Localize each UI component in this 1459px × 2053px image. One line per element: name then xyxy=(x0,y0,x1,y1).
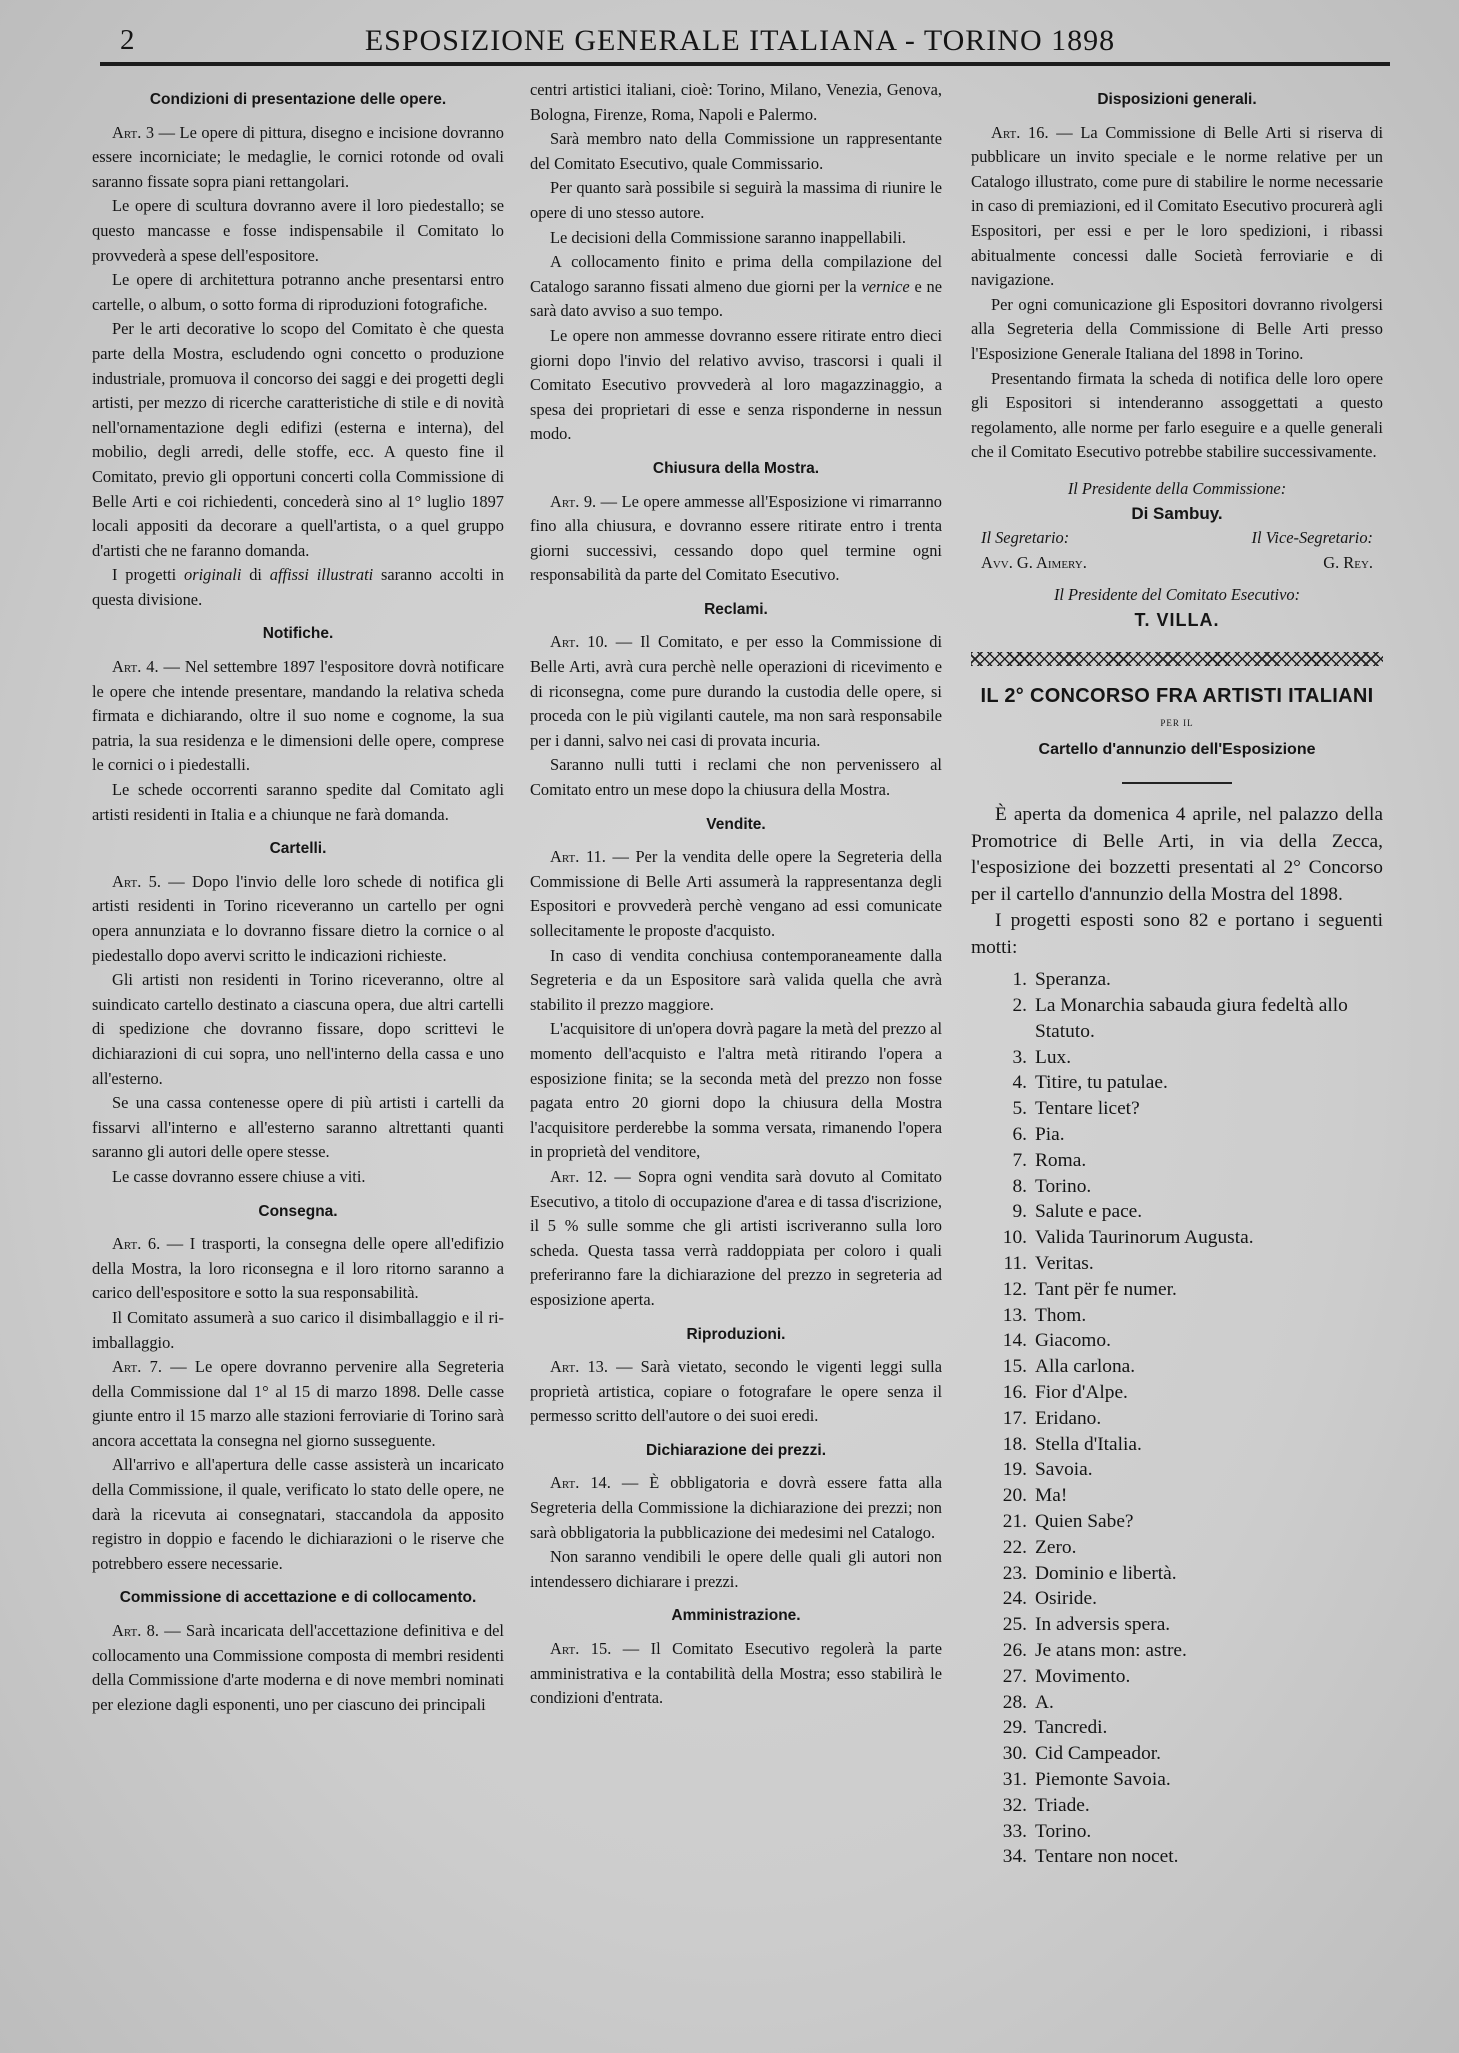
paragraph: Per ogni comunicazione gli Espositori dovranno rivolgersi alla Segreteria della Commissione di Belle Arti presso l'Esposizione Generale Italiana del 1898 in Torino. xyxy=(971,294,1383,363)
list-number: 18. xyxy=(1002,1433,1027,1455)
list-text: Tant për fe numer. xyxy=(1035,1278,1177,1300)
paragraph: L'acquisitore di un'opera dovrà pagare la metà del prezzo al momento dell'acquisto e l'altra metà ritirando l'opera a esposizione finita; se la seconda metà del prezzo non fosse pagata entro 20 giorni dopo la chiusura della Mostra l'acquisitore perderebbe la somma versata, rimanendo l'opera in proprietà del venditore, xyxy=(530,1019,942,1162)
list-item xyxy=(989,1070,1383,1096)
list-text: Fior d'Alpe. xyxy=(1035,1382,1128,1403)
list-text: Valida Taurinorum Augusta. xyxy=(1035,1227,1254,1249)
list-text: Zero. xyxy=(1035,1536,1077,1558)
article-subtitle: Cartello d'annunzio dell'Esposizione xyxy=(1038,740,1316,758)
list-item xyxy=(989,1380,1383,1406)
short-rule xyxy=(1122,782,1232,784)
list-number: 4. xyxy=(1012,1072,1027,1094)
list-text: Ma! xyxy=(1035,1485,1068,1507)
paragraph: Sarà membro nato della Commissione un rappresentante del Comitato Esecutivo, quale Commissario. xyxy=(530,129,942,173)
section-heading: Chiusura della Mostra. xyxy=(652,459,820,477)
list-item xyxy=(989,1225,1383,1251)
list-number: 5. xyxy=(1012,1098,1027,1120)
article-8 xyxy=(92,1619,504,1717)
article-text: — Sarà incaricata dell'accettazione definitiva e del collocamento una Commissione composta di membri residenti della Commissione d'arte moderna e di nove membri nominati per elezione dagli esponenti, uno per ciascuno dei principali xyxy=(92,1621,504,1714)
list-number: 11. xyxy=(1003,1253,1027,1275)
list-text: Triade. xyxy=(1035,1794,1090,1816)
list-item xyxy=(989,1328,1383,1354)
list-text: A. xyxy=(1035,1691,1054,1713)
paragraph: All'arrivo e all'apertura delle casse assisterà un incaricato della Commissione, il quale, verificato lo stato delle opere, ne darà la ricevuta ai consegnatari, staccandola da apposito registro in doppio e facendo le dichiarazioni o le riserve che potrebbero essere necessarie. xyxy=(92,1455,504,1573)
article-label: Art. 16. xyxy=(991,122,1049,142)
article-text: — Le opere dovranno pervenire alla Segreteria della Commissione dal 1° al 15 di marzo 1898. Delle casse giunte entro il 15 marzo alle stazioni ferroviarie di Torino sarà ancora accettata la consegna nel giorno susseguente. xyxy=(92,1357,504,1450)
list-number: 15. xyxy=(1002,1356,1027,1378)
list-number: 2. xyxy=(1012,995,1027,1017)
list-item xyxy=(989,1586,1383,1612)
list-number: 20. xyxy=(1002,1485,1027,1507)
list-number: 6. xyxy=(1012,1124,1027,1146)
paragraph: Le casse dovranno essere chiuse a viti. xyxy=(112,1166,366,1186)
running-title: ESPOSIZIONE GENERALE ITALIANA - TORINO 1898 xyxy=(364,24,1116,57)
list-item xyxy=(989,1406,1383,1432)
article-16 xyxy=(971,121,1383,293)
italic-run: affissi illustrati xyxy=(269,565,374,585)
list-text: Stella d'Italia. xyxy=(1035,1433,1142,1455)
list-item xyxy=(989,1767,1383,1793)
paragraph: Le opere di architettura potranno anche presentarsi entro cartelle, o album, o sotto forma di riproduzioni fotografiche. xyxy=(92,270,504,314)
list-item xyxy=(989,1664,1383,1690)
paragraph: Gli artisti non residenti in Torino riceveranno, oltre al suindicato cartello destinato a ciascuna opera, due altri cartelli di spedizione che dovranno fissare, dopo scrittevi le dichiarazioni di cui sopra, uno nell'interno della cassa e uno all'esterno. xyxy=(92,970,504,1088)
list-text: Tentare non nocet. xyxy=(1035,1846,1179,1868)
paragraph: Le opere di scultura dovranno avere il loro piedestallo; se questo mancasse e fosse indispensabile il Comitato lo provvederà a spese dell'espositore. xyxy=(92,196,504,265)
list-number: 13. xyxy=(1002,1304,1027,1326)
article-text: — La Commissione di Belle Arti si riserva di pubblicare un invito speciale e le norme relative per un Catalogo illustrato, come pure di stabilire le norme necessarie in caso di premiazioni, ed il Comitato Esecutivo procurerà agli Espositori, per essi e per le loro spedizioni, i ribassi abitualmente concessi dalle Società ferroviarie e di navigazione. xyxy=(971,122,1383,290)
article-label: Art. 7. xyxy=(112,1357,162,1377)
list-item xyxy=(989,1483,1383,1509)
list-item xyxy=(989,993,1383,1045)
article-4 xyxy=(92,655,504,778)
list-text: Je atans mon: astre. xyxy=(1035,1639,1187,1661)
article-5 xyxy=(92,870,504,968)
list-number: 7. xyxy=(1012,1149,1027,1171)
article-6 xyxy=(92,1232,504,1306)
list-item xyxy=(989,1741,1383,1767)
article-7 xyxy=(92,1355,504,1453)
list-number: 9. xyxy=(1012,1201,1027,1223)
list-number: 34. xyxy=(1002,1846,1027,1868)
list-text: Giacomo. xyxy=(1035,1330,1111,1352)
section-heading: Cartelli. xyxy=(269,840,327,858)
text-run: I progetti xyxy=(112,565,185,585)
paragraph: Saranno nulli tutti i reclami che non pervenissero al Comitato entro un mese dopo la chiusura della Mostra. xyxy=(530,755,942,800)
page-number: 2 xyxy=(120,24,135,56)
list-text: Torino. xyxy=(1035,1175,1092,1197)
article-12 xyxy=(530,1165,942,1313)
article-14 xyxy=(530,1471,942,1545)
signature-label: Il Vice-Segretario: xyxy=(1251,528,1373,548)
list-text: Pia. xyxy=(1035,1124,1065,1146)
list-item xyxy=(989,1612,1383,1638)
list-number: 27. xyxy=(1002,1665,1027,1687)
title-connector: PER IL xyxy=(1160,718,1194,729)
list-number: 25. xyxy=(1002,1614,1027,1636)
list-number: 26. xyxy=(1002,1639,1027,1661)
ornamental-divider xyxy=(971,652,1383,666)
section-heading: Notifiche. xyxy=(262,625,334,643)
list-number: 23. xyxy=(1002,1562,1027,1584)
list-text: Alla carlona. xyxy=(1035,1356,1136,1378)
signature-name: G. Rey. xyxy=(1323,552,1373,572)
paragraph: Per quanto sarà possibile si seguirà la massima di riunire le opere di uno stesso autore. xyxy=(530,178,942,222)
text-run: saranno accolti in questa divisione. xyxy=(92,565,504,609)
concorso-body xyxy=(971,802,1383,961)
list-number: 16. xyxy=(1002,1382,1027,1403)
article-label: Art. 5. xyxy=(112,871,161,891)
section-heading: Reclami. xyxy=(704,600,768,618)
list-text: Tentare licet? xyxy=(1035,1098,1140,1120)
column-3 xyxy=(971,78,1383,1870)
section-heading: Dichiarazione dei prezzi. xyxy=(645,1441,827,1459)
list-number: 17. xyxy=(1002,1407,1027,1429)
italic-run: vernice xyxy=(861,276,910,296)
list-number: 22. xyxy=(1002,1536,1027,1558)
list-number: 32. xyxy=(1002,1794,1027,1816)
section-heading: Disposizioni generali. xyxy=(1097,91,1257,108)
list-item xyxy=(989,1148,1383,1174)
paragraph: In caso di vendita conchiusa contemporaneamente dalla Segreteria e da un Espositore sarà valida quella che avrà stabilito il prezzo maggiore. xyxy=(530,945,942,1014)
article-label: Art. 11. xyxy=(550,847,606,867)
list-number: 29. xyxy=(1002,1717,1027,1739)
article-text: — Sarà vietato, secondo le vigenti leggi sulla proprietà artistica, copiare o fotografare le opere senza il permesso scritto dell'autore o dei suoi eredi. xyxy=(530,1357,942,1426)
list-item xyxy=(989,1844,1383,1870)
article-13 xyxy=(530,1355,942,1429)
motti-list xyxy=(971,967,1383,1870)
list-number: 19. xyxy=(1002,1459,1027,1481)
list-text: Osiride. xyxy=(1035,1588,1097,1610)
article-label: Art. 12. xyxy=(550,1166,608,1186)
paragraph: È aperta da domenica 4 aprile, nel palazzo della Promotrice di Belle Arti, in via della Zecca, l'esposizione dei bozzetti presentati al 2° Concorso per il cartello d'annunzio della Mostra del 1898. xyxy=(971,804,1383,905)
paragraph: Presentando firmata la scheda di notifica delle loro opere gli Espositori si intenderanno assoggettati a questo regolamento, alle norme per farlo eseguire e a quelle generali che il Comitato Esecutivo potrebbe stabilire successivamente. xyxy=(971,368,1383,462)
text-run: di xyxy=(241,565,270,585)
list-number: 28. xyxy=(1002,1691,1027,1713)
list-number: 14. xyxy=(1002,1330,1027,1352)
list-text: Dominio e libertà. xyxy=(1035,1562,1177,1584)
list-text: Salute e pace. xyxy=(1035,1201,1143,1223)
paragraph: I progetti esposti sono 82 e portano i seguenti motti: xyxy=(971,910,1383,958)
paragraph: Le opere non ammesse dovranno essere ritirate entro dieci giorni dopo l'invio del relativo avviso, trascorsi i quali il Comitato Esecutivo provvederà al loro magazzinaggio, a spesa dei proprietari di esse e senza risponderne in nessun modo. xyxy=(530,325,942,444)
list-text: La Monarchia sabauda giura fedeltà allo Statuto. xyxy=(1035,995,1348,1042)
column-1 xyxy=(92,78,504,1717)
list-item xyxy=(989,1045,1383,1071)
paragraph: Se una cassa contenesse opere di più artisti i cartelli da fissarvi all'interno e all'esterno saranno altrettanti quanti saranno gli autori delle opere stesse. xyxy=(92,1093,504,1162)
list-text: Eridano. xyxy=(1035,1407,1102,1429)
signature-name: Di Sambuy. xyxy=(1131,503,1223,523)
list-item xyxy=(989,1354,1383,1380)
list-item xyxy=(989,1122,1383,1148)
paragraph: Per le arti decorative lo scopo del Comitato è che questa parte della Mostra, escludendo ogni concetto o produzione industriale, promuova il concorso dei saggi e dei progetti degli artisti, per mezzo di ricerche caratteristiche di stile e di novità nell'ornamentazione degli edifizi (esterna e interna), del mobilio, degli arredi, delle stoffe, ecc. A questo fine il Comitato, previo gli opportuni concerti colla Commissione di Belle Arti e coi richiedenti, concederà sino al 1° luglio 1897 locali appositi da decorare a quell'artista, o a quel gruppo d'artisti che ne faranno domanda. xyxy=(92,319,504,560)
paragraph: Non saranno vendibili le opere delle quali gli autori non intendessero dichiarare i prezzi. xyxy=(530,1547,942,1591)
paragraph: Le schede occorrenti saranno spedite dal Comitato agli artisti residenti in Italia e a chiunque ne farà domanda. xyxy=(92,780,504,824)
list-item xyxy=(989,1793,1383,1819)
article-text: — Il Comitato, e per esso la Commissione di Belle Arti, avrà cura perchè nelle operazioni di ricevimento e di riconsegna, come pure durando la custodia delle opere, si proceda con le più vigilanti cautele, ma non sarà responsabile per i danni, salvo nei casi di provata incuria. xyxy=(530,632,942,750)
list-number: 1. xyxy=(1012,969,1027,991)
article-text: — I trasporti, la consegna delle opere all'edifizio della Mostra, la loro riconsegna e il loro ritorno saranno a carico dell'espositore e sotto la sua responsabilità. xyxy=(92,1234,504,1303)
signature-name: Avv. G. Aimery. xyxy=(981,552,1087,572)
list-text: Speranza. xyxy=(1035,969,1111,991)
list-text: Roma. xyxy=(1035,1149,1087,1171)
list-item xyxy=(989,1509,1383,1535)
article-label: Art. 13. xyxy=(550,1357,608,1377)
article-label: Art. 10. xyxy=(550,632,608,652)
article-10 xyxy=(530,630,942,753)
signature-label: Il Presidente della Commissione: xyxy=(1067,478,1287,498)
list-number: 21. xyxy=(1002,1510,1027,1532)
list-item xyxy=(989,1457,1383,1483)
list-number: 8. xyxy=(1012,1175,1027,1197)
article-9 xyxy=(530,490,942,588)
article-3 xyxy=(92,121,504,195)
list-item xyxy=(989,1561,1383,1587)
paragraph: Le decisioni della Commissione saranno inappellabili. xyxy=(550,227,906,247)
signature-row xyxy=(971,526,1383,551)
column-2 xyxy=(530,78,942,1711)
signature-row xyxy=(971,551,1383,576)
list-text: Quien Sabe? xyxy=(1035,1510,1134,1532)
article-text: — Nel settembre 1897 l'espositore dovrà notificare le opere che intende presentare, mandando la relativa scheda firmata e dichiarando, oltre il suo nome e cognome, la sua patria, la sua residenza e le dimensioni delle opere, comprese le cornici o i piedestalli. xyxy=(92,657,504,775)
paragraph xyxy=(530,250,942,324)
signature-label: Il Segretario: xyxy=(981,528,1070,548)
article-title: IL 2° CONCORSO FRA ARTISTI ITALIANI xyxy=(980,685,1374,708)
paragraph: Il Comitato assumerà a suo carico il disimballaggio e il ri-imballaggio. xyxy=(92,1307,504,1352)
list-text: Movimento. xyxy=(1035,1665,1131,1687)
list-number: 12. xyxy=(1002,1278,1027,1300)
article-label: Art. 3 xyxy=(112,122,155,142)
page-header xyxy=(100,18,1380,64)
list-number: 33. xyxy=(1002,1820,1027,1842)
article-text: — Per la vendita delle opere la Segreteria della Commissione di Belle Arti assumerà la rappresentanza degli Espositori e provvederà perchè vengano ad essi comunicate sollecitamente le proposte d'acquisto. xyxy=(530,847,942,940)
article-text: — Sopra ogni vendita sarà dovuto al Comitato Esecutivo, a titolo di occupazione d'area e di tassa d'iscrizione, il 5 % sulle somme che gli artisti iscriveranno sulla loro scheda. Questa tassa verrà raddoppiata per coloro i quali preferiranno fare la dichiarazione del prezzo in segreteria ad esposizione aperta. xyxy=(530,1166,942,1309)
article-label: Art. 4. xyxy=(112,657,159,677)
list-number: 30. xyxy=(1002,1743,1027,1765)
list-text: Savoia. xyxy=(1035,1459,1093,1481)
list-text: Tancredi. xyxy=(1035,1717,1108,1739)
article-label: Art. 6. xyxy=(112,1234,161,1254)
list-number: 3. xyxy=(1012,1046,1027,1068)
section-heading: Consegna. xyxy=(258,1202,338,1220)
article-label: Art. 15. xyxy=(550,1639,612,1659)
article-text: — Dopo l'invio delle loro schede di notifica gli artisti residenti in Torino riceveranno un cartello per ogni opera annunziata e lo dovranno fissare dietro la cornice o al piedestallo dopo avervi scritto le indicazioni richieste. xyxy=(92,871,504,965)
list-text: Lux. xyxy=(1035,1046,1072,1068)
list-text: Titire, tu patulae. xyxy=(1035,1072,1168,1094)
text-run: e ne sarà dato avviso a suo tempo. xyxy=(530,276,942,321)
section-heading: Condizioni di presentazione delle opere. xyxy=(149,91,447,108)
list-item xyxy=(989,1251,1383,1277)
article-15 xyxy=(530,1637,942,1711)
article-label: Art. 9. xyxy=(550,491,597,511)
article-label: Art. 8. xyxy=(112,1621,159,1641)
article-text: — Le opere ammesse all'Esposizione vi rimarranno fino alla chiusura, e dovranno essere ritirate entro i trenta giorni successivi, cessando dopo quel termine ogni responsabilità da parte del Comitato Esecutivo. xyxy=(530,491,942,585)
italic-run: originali xyxy=(184,565,242,585)
list-item xyxy=(989,1303,1383,1329)
list-item xyxy=(989,967,1383,993)
list-text: In adversis spera. xyxy=(1035,1614,1171,1636)
article-text: — Il Comitato Esecutivo regolerà la parte amministrativa e la contabilità della Mostra; esso stabilirà le condizioni d'entrata. xyxy=(530,1639,942,1708)
list-item xyxy=(989,1199,1383,1225)
article-label: Art. 14. xyxy=(550,1473,611,1493)
list-text: Cid Campeador. xyxy=(1035,1743,1162,1765)
signature-name: T. VILLA. xyxy=(1134,609,1220,630)
list-number: 10. xyxy=(1002,1227,1027,1249)
paragraph xyxy=(92,563,504,612)
section-heading: Amministrazione. xyxy=(671,1607,801,1625)
article-11 xyxy=(530,845,942,943)
list-number: 31. xyxy=(1002,1768,1027,1790)
article-text: — Le opere di pittura, disegno e incisione dovranno essere incorniciate; le medaglie, le cornici rotonde od ovali saranno fissate sopra piani rettangolari. xyxy=(92,122,505,191)
list-item xyxy=(989,1638,1383,1664)
list-item xyxy=(989,1096,1383,1122)
list-number: 24. xyxy=(1002,1588,1027,1610)
signature-label: Il Presidente del Comitato Esecutivo: xyxy=(1053,585,1301,605)
text-run: A collocamento finito e prima della compilazione del Catalogo saranno fissati almeno due giorni per la xyxy=(530,252,942,296)
list-item xyxy=(989,1819,1383,1845)
list-item xyxy=(989,1432,1383,1458)
header-rule xyxy=(100,62,1390,66)
list-item xyxy=(989,1277,1383,1303)
list-text: Veritas. xyxy=(1035,1253,1094,1275)
list-item xyxy=(989,1535,1383,1561)
section-heading: Vendite. xyxy=(706,815,766,833)
list-text: Torino. xyxy=(1035,1820,1092,1842)
list-item xyxy=(989,1690,1383,1716)
paragraph: centri artistici italiani, cioè: Torino, Milano, Venezia, Genova, Bologna, Firenze, Roma, Napoli e Palermo. xyxy=(530,80,942,124)
section-heading: Riproduzioni. xyxy=(686,1325,786,1343)
list-text: Thom. xyxy=(1035,1304,1087,1326)
list-item xyxy=(989,1715,1383,1741)
list-text: Piemonte Savoia. xyxy=(1035,1768,1171,1790)
section-heading: Commissione di accettazione e di collocamento. xyxy=(119,1589,477,1607)
article-text: — È obbligatoria e dovrà essere fatta alla Segreteria della Commissione la dichiarazione dei prezzi; non sarà obbligatoria la pubblicazione dei medesimi nel Catalogo. xyxy=(530,1473,942,1542)
list-item xyxy=(989,1174,1383,1200)
